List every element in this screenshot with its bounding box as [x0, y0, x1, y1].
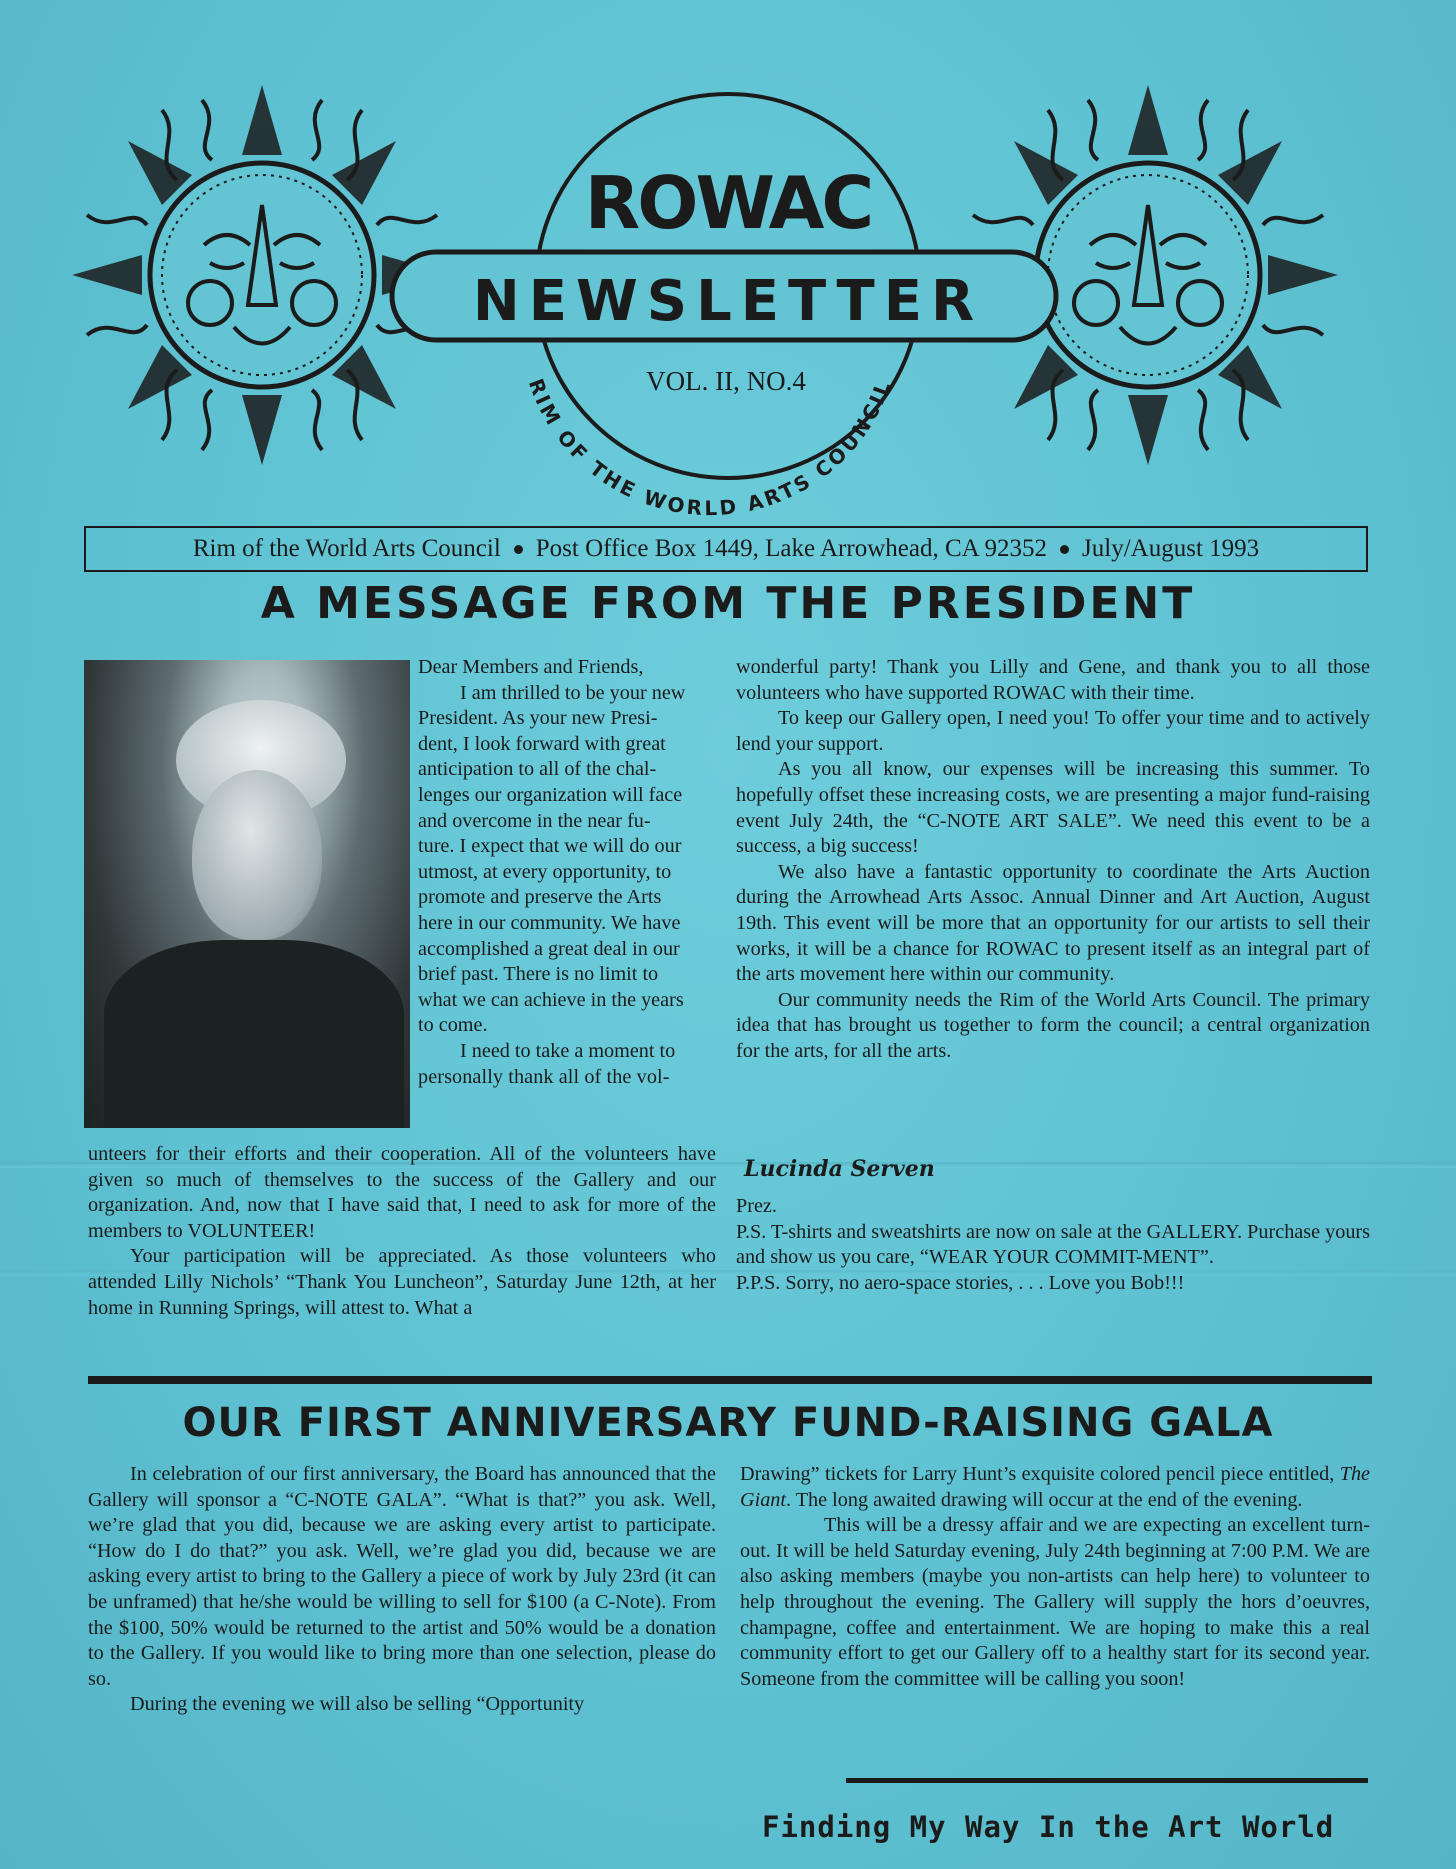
postscript: P.S. T-shirts and sweatshirts are now on sale at the GALLERY. Purchase yours and show us you care, “WEAR YOUR COMMIT-MENT”. [736, 1220, 1370, 1269]
president-letter-opening [418, 655, 716, 1090]
masthead [0, 60, 1456, 540]
letter-postscripts [736, 1194, 1370, 1296]
letter-paragraph: We also have a fantastic opportunity to coordinate the Arts Auction during the Arrowhead Arts Assoc. Annual Dinner and Art Auction, August 19th. This event will be more that an opportunity for our artists to sell their works, it will be a chance for ROWAC to present itself as an integral part of the arts movement here within our community. [736, 860, 1370, 986]
letter-line: dent, I look forward with great [418, 732, 666, 755]
letter-line: lenges our organization will face [418, 783, 683, 806]
footer-divider [846, 1778, 1368, 1783]
letter-line: what we can achieve in the years [418, 988, 684, 1011]
gala-paragraph: In celebration of our first anniversary, the Board has announced that the Gallery will sponsor a “C-NOTE GALA”. “What is that?” you ask. Well, we’re glad that you did, because we are asking every artist to participate. “How do I do that?” you ask. Well, we’re glad you did, because we are asking every artist to bring to the Gallery a piece of work by July 23rd (it can be unframed) that he/she would be willing to sell for $100 (a C-Note). From the $100, 50% would be returned to the artist and 50% would be a donation to the Gallery. If you would like to bring more than one selection, please do so. [88, 1463, 716, 1690]
letter-paragraph: Our community needs the Rim of the World Arts Council. The primary idea that has brought us together to form the council; a central organization for the arts, for all the arts. [736, 988, 1370, 1062]
letter-line: I need to take a moment to [460, 1039, 676, 1062]
president-photo [84, 660, 410, 1128]
letter-line: I am thrilled to be your new [460, 681, 686, 704]
letter-line: ture. I expect that we will do our [418, 835, 682, 858]
letter-paragraph: To keep our Gallery open, I need you! To offer your time and to actively lend your support. [736, 707, 1370, 755]
letter-line: accomplished a great deal in our [418, 937, 680, 960]
letter-paragraph: wonderful party! Thank you Lilly and Gene, and thank you to all those volunteers who have supported ROWAC with their time. [736, 656, 1370, 704]
letter-line: utmost, at every opportunity, to [418, 860, 672, 883]
letter-line: Dear Members and Friends, [418, 656, 644, 678]
gala-paragraph: During the evening we will also be selling “Opportunity [130, 1693, 585, 1716]
mailing-address: Post Office Box 1449, Lake Arrowhead, CA 92352 [535, 535, 1048, 562]
watermark-caption: Finding My Way In the Art World [762, 1810, 1335, 1844]
letter-line: President. As your new Presi- [418, 707, 658, 730]
letter-line: anticipation to all of the chal- [418, 758, 657, 781]
gala-paragraph: This will be a dressy affair and we are expecting an excellent turn-out. It will be held Saturday evening, July 24th beginning at 7:00 P.M. We are also asking members (maybe you non-artists can help here) to volunteer to help throughout the evening. The Gallery will supply the hors d’oeuvres, champagne, coffee and entertainment. We are hoping to make this a real community effort to get our Gallery off to a healthy start for its second year. Someone from the committee will be calling you soon! [740, 1514, 1370, 1690]
artwork-title: The Giant [740, 1463, 1370, 1511]
letter-paragraph: unteers for their efforts and their cooperation. All of the volunteers have given so much of themselves to the success of the Gallery and our organization. And, now that I have said that, I need to ask for more of the members to VOLUNTEER! [88, 1143, 716, 1242]
arc-org-name: RIM OF THE WORLD ARTS COUNCIL [523, 375, 897, 521]
president-message-headline: A MESSAGE FROM THE PRESIDENT [260, 578, 1196, 629]
letter-paragraph: Your participation will be appreciated. As those volunteers who attended Lilly Nichols’ “Thank You Luncheon”, Saturday June 12th, at her home in Running Springs, will attest to. What a [88, 1245, 716, 1319]
org-name: Rim of the World Arts Council [192, 535, 501, 562]
bullet-icon [1060, 545, 1069, 554]
issue-date: July/August 1993 [1082, 535, 1260, 562]
letter-line: promote and preserve the Arts [418, 886, 662, 909]
letter-line: to come. [418, 1014, 488, 1037]
gala-column-2 [740, 1462, 1370, 1692]
address-bar [84, 526, 1368, 572]
bullet-icon [514, 545, 523, 554]
president-letter-continued [88, 1142, 716, 1321]
letter-line: personally thank all of the vol- [418, 1065, 670, 1088]
postscript-2: P.P.S. Sorry, no aero-space stories, . . . Love you Bob!!! [736, 1271, 1185, 1294]
brand-logo-text: ROWAC [584, 161, 872, 245]
letter-line: and overcome in the near fu- [418, 809, 651, 832]
gala-text: . The long awaited drawing will occur at the end of the evening. [785, 1488, 1303, 1511]
section-divider [88, 1376, 1372, 1384]
letter-line: here in our community. We have [418, 911, 681, 934]
gala-headline: OUR FIRST ANNIVERSARY FUND-RAISING GALA [182, 1400, 1274, 1446]
volume-number: VOL. II, NO.4 [646, 366, 806, 396]
president-signature: Lucinda Serven [744, 1156, 935, 1182]
president-letter-column-2 [736, 655, 1370, 1065]
letter-line: brief past. There is no limit to [418, 963, 659, 986]
letter-paragraph: As you all know, our expenses will be increasing this summer. To hopefully offset these increasing costs, we are presenting a major fund-raising event July 24th, the “C-NOTE ART SALE”. We need this event to be a success, a big success! [736, 758, 1370, 858]
gala-column-1 [88, 1462, 716, 1718]
masthead-title: NEWSLETTER [472, 269, 984, 334]
signoff: Prez. [736, 1195, 777, 1217]
gala-paragraph [740, 1462, 1370, 1513]
gala-text: Drawing” tickets for Larry Hunt’s exquisite colored pencil piece entitled, [740, 1463, 1340, 1485]
